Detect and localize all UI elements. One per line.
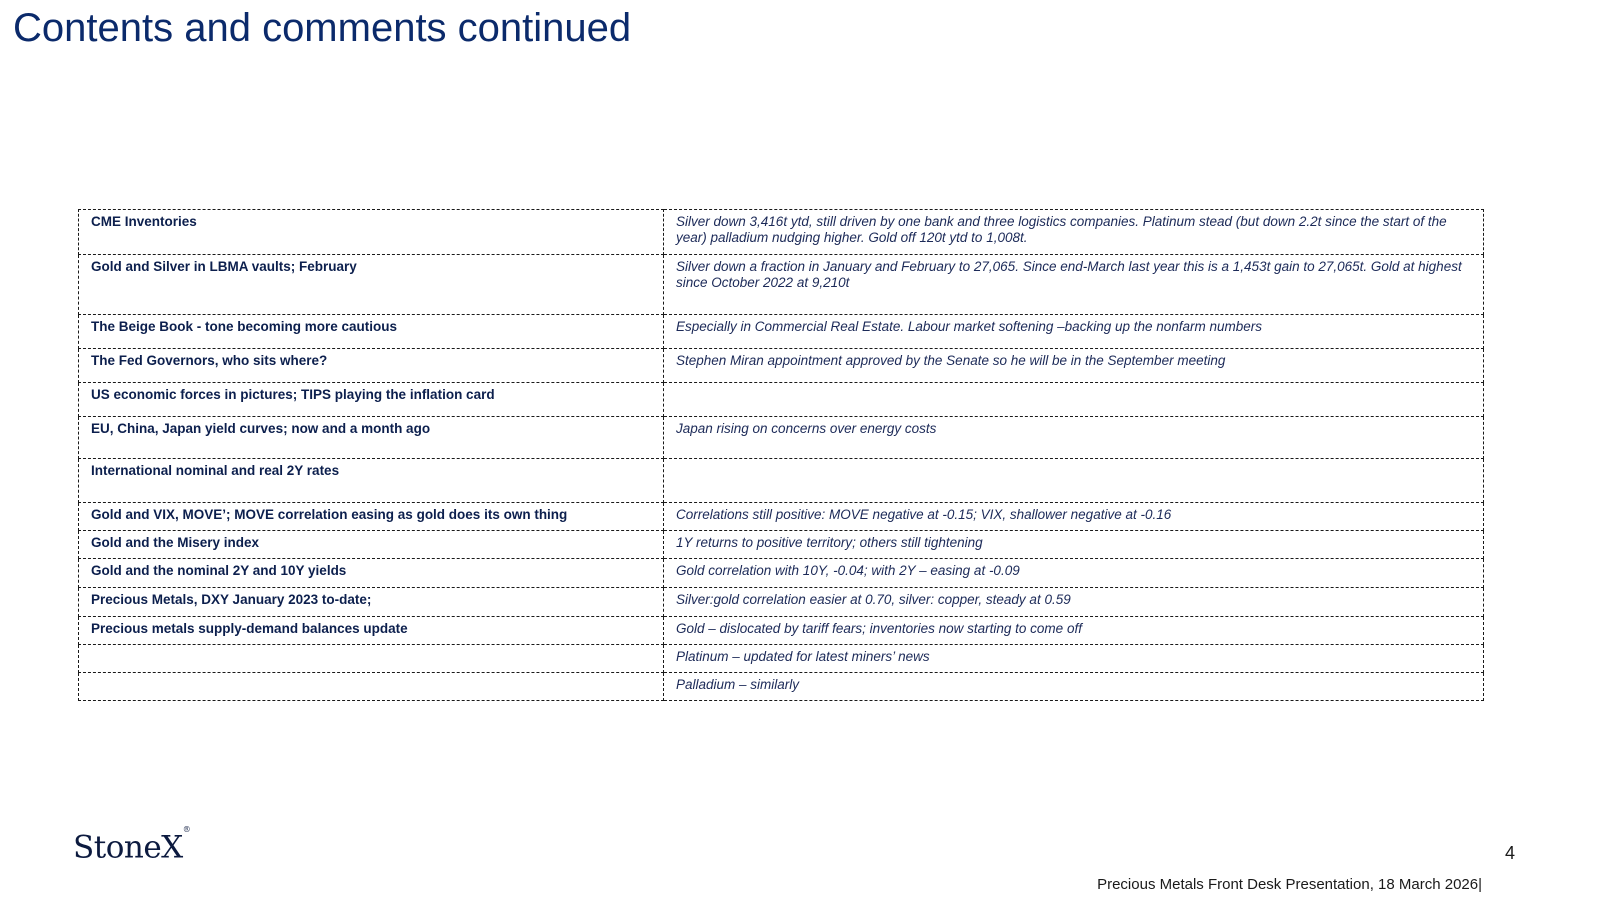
- topic-cell: EU, China, Japan yield curves; now and a month ago: [79, 417, 664, 459]
- registered-mark: ®: [182, 825, 191, 834]
- topic-cell: The Fed Governors, who sits where?: [79, 349, 664, 383]
- comment-cell: Gold – dislocated by tariff fears; inventories now starting to come off: [664, 617, 1484, 645]
- table-row: [79, 531, 1484, 559]
- comment-cell: Japan rising on concerns over energy costs: [664, 417, 1484, 459]
- comment-cell: Palladium – similarly: [664, 673, 1484, 701]
- comment-cell: Especially in Commercial Real Estate. Labour market softening –backing up the nonfarm numbers: [664, 315, 1484, 349]
- footer-text: Precious Metals Front Desk Presentation, 18 March 2026|: [1097, 876, 1482, 893]
- comment-cell: 1Y returns to positive territory; others still tightening: [664, 531, 1484, 559]
- table-row: [79, 417, 1484, 459]
- table-row: [79, 315, 1484, 349]
- topic-cell: US economic forces in pictures; TIPS playing the inflation card: [79, 383, 664, 417]
- table-row: [79, 673, 1484, 701]
- topic-cell: [79, 673, 664, 701]
- table-row: [79, 617, 1484, 645]
- comment-cell: Silver:gold correlation easier at 0.70, silver: copper, steady at 0.59: [664, 588, 1484, 617]
- topic-cell: Gold and Silver in LBMA vaults; February: [79, 255, 664, 315]
- topic-cell: Precious Metals, DXY January 2023 to-date;: [79, 588, 664, 617]
- table-row: [79, 588, 1484, 617]
- comment-cell: Gold correlation with 10Y, -0.04; with 2Y – easing at -0.09: [664, 559, 1484, 588]
- contents-table: [78, 209, 1484, 701]
- table-row: [79, 255, 1484, 315]
- comment-cell: Stephen Miran appointment approved by the Senate so he will be in the September meeting: [664, 349, 1484, 383]
- table-row: [79, 559, 1484, 588]
- topic-cell: Gold and VIX, MOVE’; MOVE correlation easing as gold does its own thing: [79, 503, 664, 531]
- table-row: [79, 459, 1484, 503]
- table-row: [79, 383, 1484, 417]
- table-row: [79, 645, 1484, 673]
- comment-cell: [664, 459, 1484, 503]
- topic-cell: Gold and the nominal 2Y and 10Y yields: [79, 559, 664, 588]
- topic-cell: [79, 645, 664, 673]
- page-number: 4: [1505, 843, 1516, 863]
- topic-cell: The Beige Book - tone becoming more cautious: [79, 315, 664, 349]
- comment-cell: Silver down a fraction in January and February to 27,065. Since end-March last year this is a 1,453t gain to 27,065t. Gold at highest since October 2022 at 9,210t: [664, 255, 1484, 315]
- comment-cell: Silver down 3,416t ytd, still driven by one bank and three logistics companies. Platinum stead (but down 2.2t since the start of the year) palladium nudging higher. Gold off 120t ytd to 1,008t.: [664, 210, 1484, 255]
- topic-cell: International nominal and real 2Y rates: [79, 459, 664, 503]
- logo-text: StoneX: [73, 829, 183, 866]
- comment-cell: Correlations still positive: MOVE negative at -0.15; VIX, shallower negative at -0.16: [664, 503, 1484, 531]
- table-row: [79, 503, 1484, 531]
- topic-cell: Precious metals supply-demand balances update: [79, 617, 664, 645]
- comment-cell: [664, 383, 1484, 417]
- comment-cell: Platinum – updated for latest miners’ news: [664, 645, 1484, 673]
- topic-cell: Gold and the Misery index: [79, 531, 664, 559]
- stonex-logo: [73, 826, 190, 865]
- topic-cell: CME Inventories: [79, 210, 664, 255]
- table-row: [79, 210, 1484, 255]
- page-title: Contents and comments continued: [13, 6, 632, 50]
- table-row: [79, 349, 1484, 383]
